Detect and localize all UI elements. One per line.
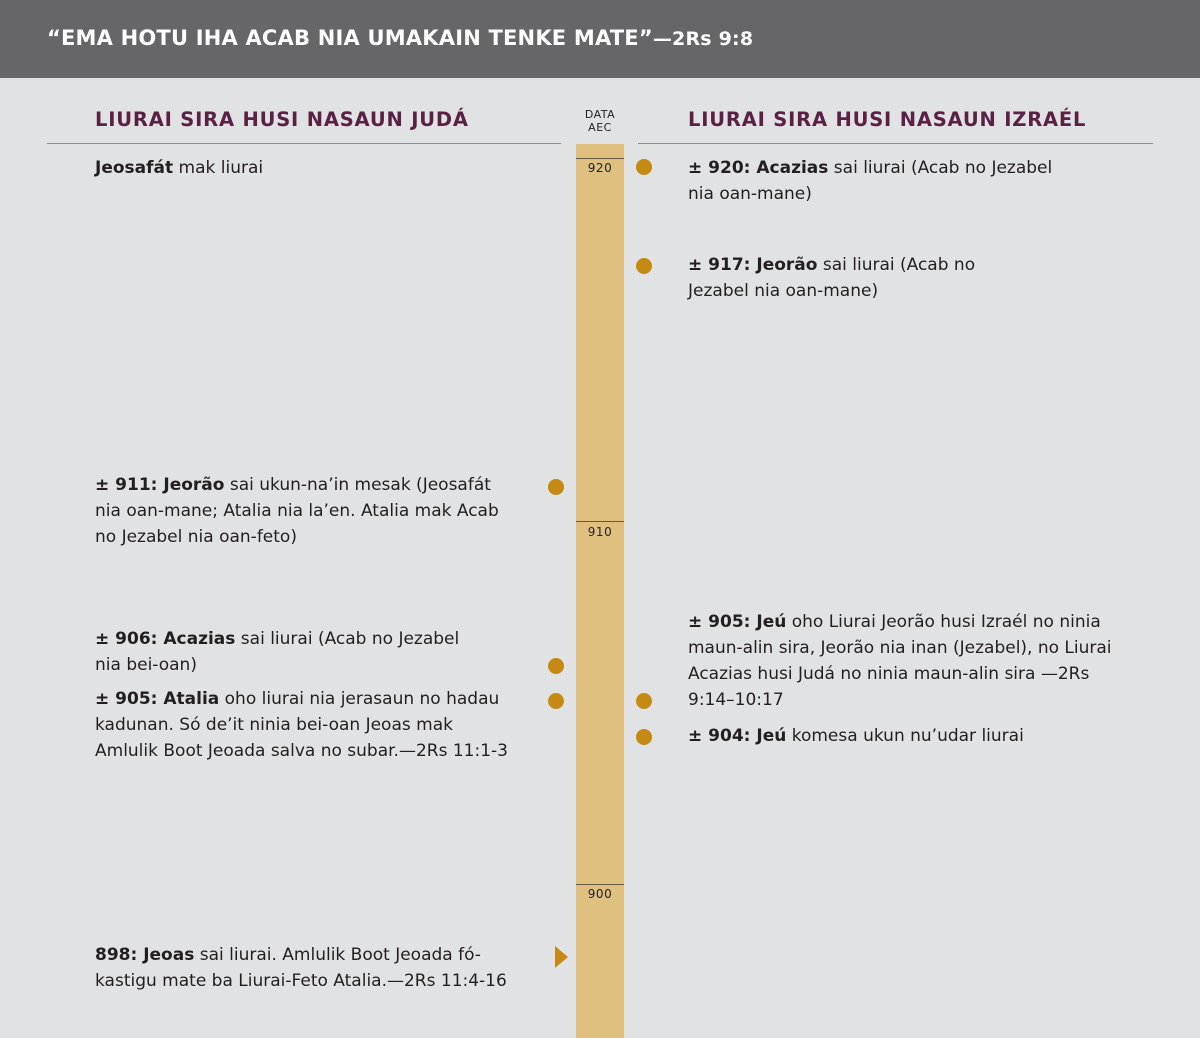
event-arrow-jeoas-898 <box>555 946 568 968</box>
tick-label-900: 900 <box>587 887 613 901</box>
judah-entry-jorao-name: ± 911: Jeorão <box>95 475 225 495</box>
israel-entry-jeu-905-name: ± 905: Jeú <box>688 612 787 632</box>
israel-entry-acazias-text: sai liurai (Acab no Jezabel nia oan-mane) <box>688 158 1053 204</box>
judah-entry-acazias-906 <box>95 626 487 678</box>
tick-label-920: 920 <box>587 161 613 175</box>
judah-entry-jorao-text: sai ukun-na’in mesak (Jeosafát nia oan-mane; Atalia nia la’en. Atalia mak Acab no Jezabel nia oan-feto) <box>95 475 499 547</box>
judah-entry-jeosafat-text: mak liurai <box>173 158 264 178</box>
page-title: “EMA HOTU IHA ACAB NIA UMAKAIN TENKE MATE”—2Rs 9:8 <box>47 26 754 50</box>
israel-entry-jorao-917 <box>688 252 1040 304</box>
israel-entry-jorao-text: sai liurai (Acab no Jezabel nia oan-mane) <box>688 255 976 301</box>
judah-entry-atalia-text: oho liurai nia jerasaun no hadau kadunan. Só de’it ninia bei-oan Jeoas mak Amlulik Boot Jeoada salva no subar.—2Rs 11:1-3 <box>95 689 508 761</box>
tick-label-910: 910 <box>587 525 613 539</box>
judah-entry-jeosafat-name: Jeosafát <box>95 158 174 178</box>
date-axis-label <box>578 108 622 134</box>
judah-entry-atalia-name: ± 905: Atalia <box>95 689 220 709</box>
tick-920 <box>576 158 624 159</box>
judah-entry-jeosafat <box>95 155 535 181</box>
judah-entry-jorao-911 <box>95 472 507 550</box>
judah-kings-heading: LIURAI SIRA HUSI NASAUN JUDÁ <box>95 108 469 131</box>
israel-entry-jeu-905 <box>688 609 1113 713</box>
israel-kings-heading: LIURAI SIRA HUSI NASAUN IZRAÉL <box>688 108 1087 131</box>
timeline-bar <box>576 144 624 1038</box>
left-heading-divider <box>47 143 561 144</box>
title-bar <box>0 0 1200 78</box>
israel-entry-jorao-name: ± 917: Jeorão <box>688 255 818 275</box>
israel-entry-jeu-904-text: komesa ukun nu’udar liurai <box>786 726 1024 746</box>
judah-entry-jeoas-898 <box>95 942 525 994</box>
event-marker-acazias-906 <box>548 658 564 674</box>
event-marker-jeu-905 <box>636 693 652 709</box>
event-marker-jorao-911 <box>548 479 564 495</box>
event-marker-acazias-920 <box>636 159 652 175</box>
event-marker-jeu-904 <box>636 729 652 745</box>
israel-entry-jeu-904 <box>688 723 1128 749</box>
scripture-reference: —2Rs 9:8 <box>652 28 754 50</box>
tick-910 <box>576 521 624 522</box>
judah-entry-jeoas-text: sai liurai. Amlulik Boot Jeoada fó-kastigu mate ba Liurai-Feto Atalia.—2Rs 11:4-16 <box>95 945 507 991</box>
judah-entry-atalia-905 <box>95 686 521 764</box>
judah-entry-jeoas-name: 898: Jeoas <box>95 945 195 965</box>
israel-entry-acazias-name: ± 920: Acazias <box>688 158 829 178</box>
israel-entry-jeu-904-name: ± 904: Jeú <box>688 726 787 746</box>
right-heading-divider <box>638 143 1153 144</box>
date-label-line1: DATA <box>584 108 616 121</box>
tick-900 <box>576 884 624 885</box>
israel-entry-jeu-905-text: oho Liurai Jeorão husi Izraél no ninia maun-alin sira, Jeorão nia inan (Jezabel), no Liurai Acazias husi Judá no ninia maun-alin sira —2Rs 9:14–10:17 <box>688 612 1112 710</box>
israel-entry-acazias-920 <box>688 155 1083 207</box>
event-marker-jorao-917 <box>636 258 652 274</box>
judah-entry-acazias-name: ± 906: Acazias <box>95 629 236 649</box>
date-label-line2: AEC <box>588 121 612 134</box>
judah-entry-acazias-text: sai liurai (Acab no Jezabel nia bei-oan) <box>95 629 460 675</box>
event-marker-atalia-905 <box>548 693 564 709</box>
